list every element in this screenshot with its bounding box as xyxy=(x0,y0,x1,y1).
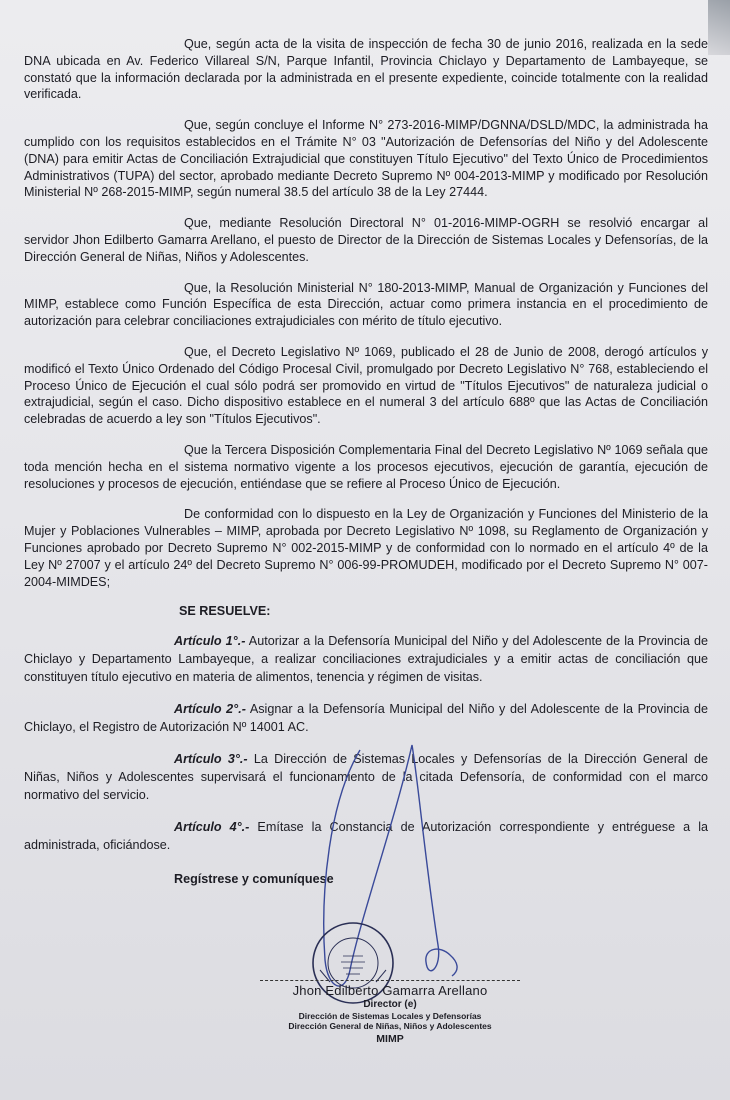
paragraph-third-provision: Que la Tercera Disposición Complementaria Final del Decreto Legislativo Nº 1069 señala que toda mención hecha en el sistema normativo vigente a los procesos ejecutivos, ejecución de garantía, ejecución de resoluciones y procesos de ejecución, entiéndase que se refiere al Proceso Único de Ejecución. xyxy=(24,442,708,491)
signature-block xyxy=(260,980,520,1045)
article-2 xyxy=(24,700,708,736)
signatory-general-directorate: Dirección General de Niñas, Niños y Adolescentes xyxy=(288,1021,492,1031)
closing-formula: Regístrese y comuníquese xyxy=(174,872,334,887)
document-body xyxy=(24,36,708,886)
article-3-label: Artículo 3°.- xyxy=(174,752,248,767)
paragraph-inspection: Que, según acta de la visita de inspección de fecha 30 de junio 2016, realizada en la sede DNA ubicada en Av. Federico Villareal S/N, Parque Infantil, Provincia Chiclayo y Departamento de Lambayeque, se constató que la información declarada por la administrada en el presente expediente, coincide totalmente con la realidad verificada. xyxy=(24,37,708,102)
article-4-label: Artículo 4°.- xyxy=(174,820,250,835)
paragraph-conformity: De conformidad con lo dispuesto en la Ley de Organización y Funciones del Ministerio de la Mujer y Poblaciones Vulnerables – MIMP, aprobada por Decreto Legislativo Nº 1098, su Reglamento de Organización y Funciones aprobado por Decreto Supremo N° 002-2015-MIMP y de conformidad con lo normado en el artículo 4º de la Ley Nº 27007 y el artículo 24º del Decreto Supremo N° 006-99-PROMUDEH, modificado por el Decreto Supremo N° 007-2004-MIMDES; xyxy=(24,507,708,589)
paragraph-manual: Que, la Resolución Ministerial N° 180-2013-MIMP, Manual de Organización y Funciones del MIMP, establece como Función Específica de esta Dirección, actuar como primera instancia en el procedimiento de autorización para celebrar conciliaciones extrajudiciales con mérito de título ejecutivo. xyxy=(24,280,708,329)
article-2-text: Asignar a la Defensoría Municipal del Niño y del Adolescente de la Provincia de Chiclayo, el Registro de Autorización Nº 14001 AC. xyxy=(24,702,708,735)
signatory-organization: MIMP xyxy=(376,1033,404,1045)
article-1 xyxy=(24,632,708,686)
article-1-text: Autorizar a la Defensoría Municipal del Niño y del Adolescente de la Provincia de Chiclayo y Departamento Lambayeque, a realizar conciliaciones extrajudiciales y a emitir actas de conciliación que constituyen título ejecutivo en materia de alimentos, tenencia y régimen de visitas. xyxy=(24,634,708,685)
signatory-directorate: Dirección de Sistemas Locales y Defensorías xyxy=(298,1011,482,1021)
paragraph-designation: Que, mediante Resolución Directoral N° 01-2016-MIMP-OGRH se resolvió encargar al servidor Jhon Edilberto Gamarra Arellano, el puesto de Director de la Dirección de Sistemas Locales y Defensorías, de la Dirección General de Niñas, Niños y Adolescentes. xyxy=(24,216,708,264)
article-4 xyxy=(24,818,708,854)
article-1-label: Artículo 1°.- xyxy=(174,634,246,649)
article-3 xyxy=(24,750,708,804)
article-3-text: La Dirección de Sistemas Locales y Defensorías de la Dirección General de Niñas, Niños y Adolescentes supervisará el funcionamiento de la citada Defensoría, de conformidad con el marco normativo del servicio. xyxy=(24,752,708,803)
resolve-heading: SE RESUELVE: xyxy=(179,604,271,619)
article-2-label: Artículo 2°.- xyxy=(174,702,246,717)
paragraph-decree-1069: Que, el Decreto Legislativo Nº 1069, publicado el 28 de Junio de 2008, derogó artículos y modificó el Texto Único Ordenado del Código Procesal Civil, promulgado por Decreto Legislativo N° 768, estableciendo el Proceso Único de Ejecución el cual sólo podrá ser promovido en virtud de "Títulos Ejecutivos" de naturaleza judicial o extrajudicial, según el caso. Dicho dispositivo establece en el numeral 3 del artículo 688º que las Actas de Conciliación celebradas de acuerdo a ley son "Títulos Ejecutivos". xyxy=(24,344,708,427)
paragraph-report: Que, según concluye el Informe N° 273-2016-MIMP/DGNNA/DSLD/MDC, la administrada ha cumplido con los requisitos establecidos en el Trámite N° 03 "Autorización de Defensorías del Niño y del Adolescente (DNA) para emitir Actas de Conciliación Extrajudicial que constituyen Título Ejecutivo" del Texto Único de Procedimientos Administrativos (TUPA) del sector, aprobado mediante Decreto Supremo Nº 004-2013-MIMP y modificado por Resolución Ministerial Nº 268-2015-MIMP, según numeral 38.5 del artículo 38 de la Ley 27444. xyxy=(24,118,708,200)
signatory-name: Jhon Edilberto Gamarra Arellano xyxy=(260,980,520,998)
article-4-text: Emítase la Constancia de Autorización correspondiente y entréguese a la administrada, oficiándose. xyxy=(24,820,708,853)
signatory-role: Director (e) xyxy=(363,999,417,1010)
